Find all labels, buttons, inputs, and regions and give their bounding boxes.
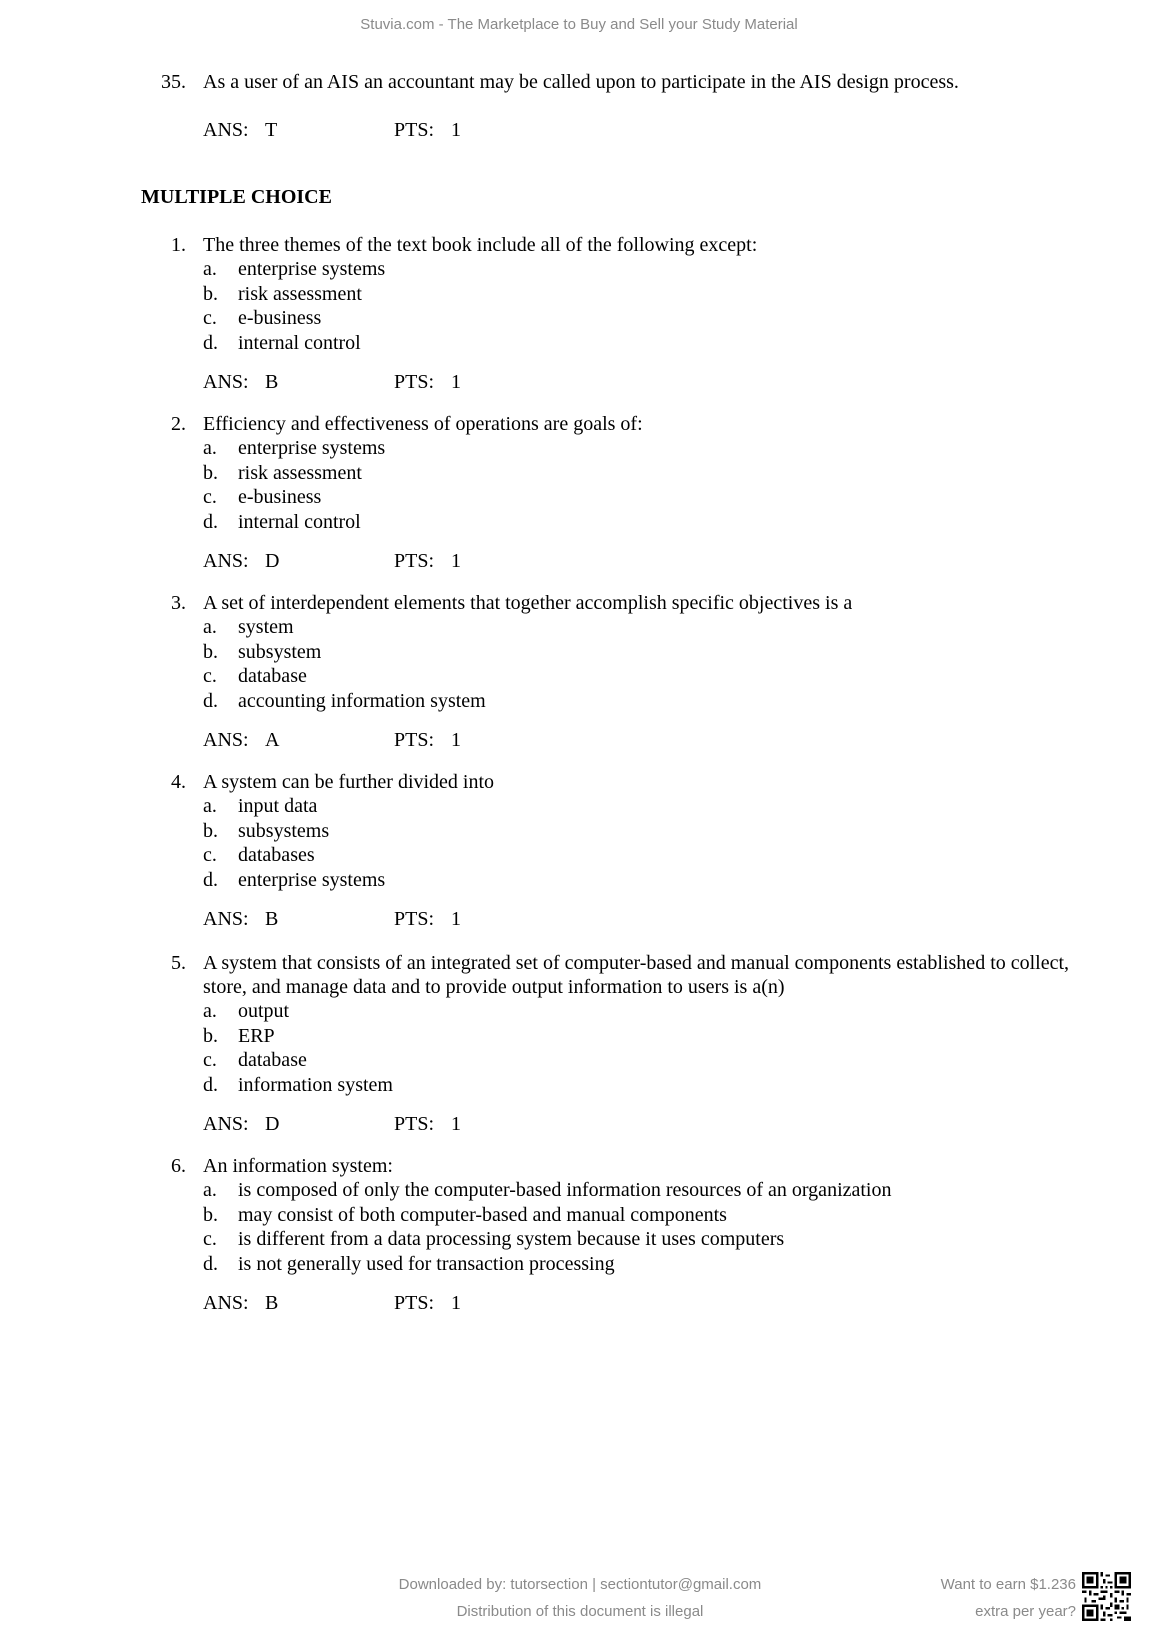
mc-question (150, 412, 1090, 573)
option-a: a. is composed of only the computer-based information resources of an organization (203, 1179, 892, 1201)
option-a: a. output (203, 1000, 290, 1022)
option-d: d. is not generally used for transaction processing (203, 1252, 615, 1275)
answer-line: ANS: A PTS: 1 (203, 729, 461, 752)
mc-question (150, 233, 1090, 394)
qr-code-icon[interactable] (1082, 1572, 1131, 1621)
option-a: a. enterprise systems (203, 437, 386, 459)
answer-line: ANS: B PTS: 1 (203, 908, 461, 931)
ans-label: ANS: (203, 119, 249, 141)
question-text: The three themes of the text book include all of the following except: (203, 234, 758, 256)
option-b: b. subsystems (203, 819, 330, 842)
answer-line: ANS: B PTS: 1 (203, 371, 461, 394)
question-number: 3. (171, 592, 186, 614)
answer-line: ANS: D PTS: 1 (203, 1113, 461, 1136)
option-b: b. risk assessment (203, 282, 362, 305)
earn-promo-line1[interactable]: Want to earn $1.236 (940, 1576, 1076, 1593)
option-c: c. e-business (203, 486, 322, 509)
option-c: c. database (203, 665, 307, 688)
answer-line: ANS: D PTS: 1 (203, 550, 461, 573)
question-text: A system can be further divided into (203, 771, 495, 793)
option-b: b. subsystem (203, 640, 322, 663)
option-b: b. risk assessment (203, 461, 362, 484)
stuvia-banner: Stuvia.com - The Marketplace to Buy and Sell your Study Material (360, 16, 798, 33)
option-d: d. enterprise systems (203, 868, 386, 891)
mc-question (150, 951, 1090, 1136)
section-heading: MULTIPLE CHOICE (141, 186, 332, 208)
option-d: d. internal control (203, 331, 361, 354)
option-d: d. information system (203, 1073, 393, 1096)
earn-promo-line2[interactable]: extra per year? (975, 1603, 1076, 1620)
distribution-notice: Distribution of this document is illegal (456, 1603, 704, 1620)
question-number: 1. (171, 234, 186, 256)
option-b: b. may consist of both computer-based and manual components (203, 1203, 727, 1226)
option-c: c. e-business (203, 307, 322, 330)
question-text: An information system: (203, 1155, 393, 1177)
question-number: 6. (171, 1155, 186, 1177)
question-number: 4. (171, 771, 186, 793)
question-number: 2. (171, 413, 186, 435)
answer-line: ANS: B PTS: 1 (203, 1292, 461, 1315)
option-c: c. databases (203, 844, 315, 867)
downloaded-by: Downloaded by: tutorsection | sectiontutor@gmail.com (398, 1576, 762, 1593)
option-c: c. database (203, 1049, 307, 1072)
option-d: d. accounting information system (203, 689, 486, 712)
tf-question (150, 70, 1090, 142)
question-text: As a user of an AIS an accountant may be called upon to participate in the AIS design process. (203, 71, 959, 93)
option-a: a. enterprise systems (203, 258, 386, 280)
mc-question (150, 1154, 1090, 1315)
question-text: Efficiency and effectiveness of operations are goals of: (203, 413, 643, 435)
question-text: A system that consists of an integrated set of computer-based and manual components established to collect, store, and manage data and to provide output information to users is a(n) (203, 952, 1070, 998)
pts-label: PTS: (394, 119, 435, 141)
mc-question (150, 770, 1090, 931)
option-d: d. internal control (203, 510, 361, 533)
question-number: 35. (161, 71, 186, 93)
option-a: a. input data (203, 795, 318, 817)
question-text: A set of interdependent elements that together accomplish specific objectives is a (203, 592, 853, 614)
mc-question (150, 591, 1090, 752)
pts-value: 1 (451, 119, 461, 141)
option-b: b. ERP (203, 1024, 275, 1047)
option-c: c. is different from a data processing system because it uses computers (203, 1228, 785, 1251)
option-a: a. system (203, 616, 294, 638)
answer-line (203, 118, 1090, 142)
question-number: 5. (171, 952, 186, 974)
ans-value: T (265, 119, 278, 141)
